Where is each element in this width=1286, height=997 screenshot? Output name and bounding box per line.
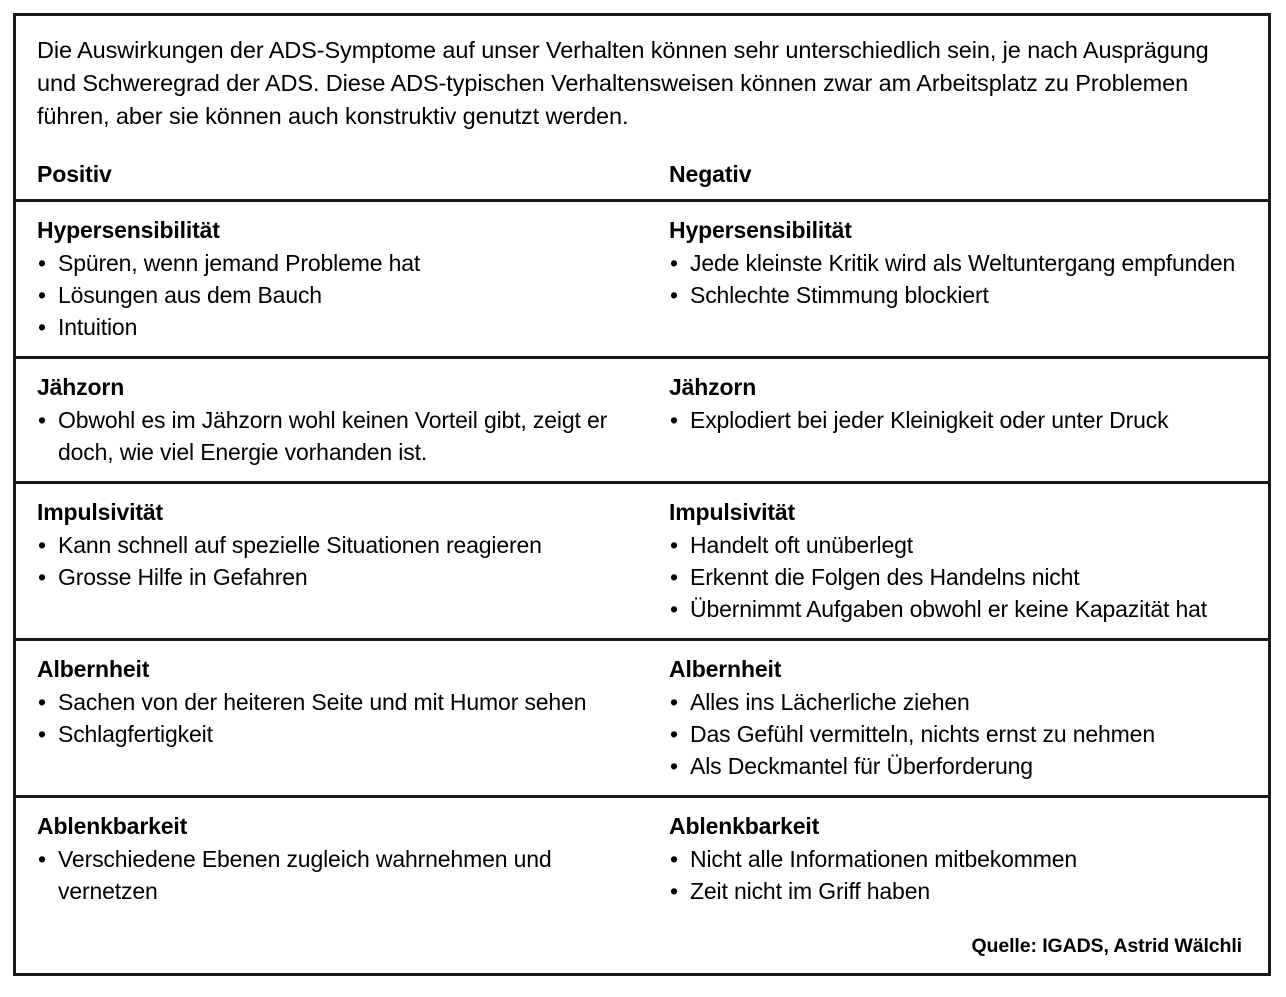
bullet-item: • Sachen von der heiteren Seite und mit Humor sehen bbox=[37, 686, 642, 718]
bullet-item: • Explodiert bei jeder Kleinigkeit oder unter Druck bbox=[669, 404, 1247, 436]
bullet-item: • Erkennt die Folgen des Handelns nicht bbox=[669, 561, 1247, 593]
bullet-item: • Nicht alle Informationen mitbekommen bbox=[669, 843, 1247, 875]
table-header-row bbox=[16, 139, 1268, 202]
cell-title: Impulsivität bbox=[37, 499, 164, 525]
bullet-item: • Schlechte Stimmung blockiert bbox=[669, 279, 1247, 311]
bullet-item: • Grosse Hilfe in Gefahren bbox=[37, 561, 642, 593]
bullet-list bbox=[37, 247, 642, 343]
table-cell-negative bbox=[642, 811, 1247, 907]
bullet-list bbox=[669, 247, 1247, 311]
bullet-list bbox=[669, 843, 1247, 907]
table-row bbox=[16, 484, 1268, 641]
cell-title: Ablenkbarkeit bbox=[669, 813, 820, 839]
bullet-item: • Übernimmt Aufgaben obwohl er keine Kapazität hat bbox=[669, 593, 1247, 625]
table-cell-negative bbox=[642, 215, 1247, 343]
table-row bbox=[16, 798, 1268, 920]
table-row bbox=[16, 202, 1268, 359]
bullet-item: • Verschiedene Ebenen zugleich wahrnehmen und vernetzen bbox=[37, 843, 642, 907]
cell-title: Jähzorn bbox=[37, 374, 125, 400]
table-cell-positive bbox=[37, 215, 642, 343]
table-cell-positive bbox=[37, 372, 642, 468]
bullet-item: • Schlagfertigkeit bbox=[37, 718, 642, 750]
bullet-item: • Alles ins Lächerliche ziehen bbox=[669, 686, 1247, 718]
cell-title: Ablenkbarkeit bbox=[37, 813, 188, 839]
table-row bbox=[16, 641, 1268, 798]
table-cell-positive bbox=[37, 811, 642, 907]
bullet-item: • Zeit nicht im Griff haben bbox=[669, 875, 1247, 907]
bullet-item: • Kann schnell auf spezielle Situationen reagieren bbox=[37, 529, 642, 561]
bullet-list bbox=[669, 529, 1247, 625]
cell-title: Impulsivität bbox=[669, 499, 796, 525]
bullet-list bbox=[669, 686, 1247, 782]
bullet-item: • Spüren, wenn jemand Probleme hat bbox=[37, 247, 642, 279]
bullet-item: • Handelt oft unüberlegt bbox=[669, 529, 1247, 561]
table-frame bbox=[13, 13, 1271, 976]
table-cell-positive bbox=[37, 497, 642, 625]
bullet-list bbox=[37, 686, 642, 750]
bullet-item: • Lösungen aus dem Bauch bbox=[37, 279, 642, 311]
header-cell-negative bbox=[642, 159, 1247, 189]
bullet-item: • Intuition bbox=[37, 311, 642, 343]
cell-title: Albernheit bbox=[669, 656, 782, 682]
column-header-negative: Negativ bbox=[669, 161, 752, 187]
bullet-item: • Das Gefühl vermitteln, nichts ernst zu nehmen bbox=[669, 718, 1247, 750]
table-cell-positive bbox=[37, 654, 642, 782]
column-header-positive: Positiv bbox=[37, 161, 112, 187]
intro-section bbox=[16, 16, 1268, 139]
source-note: Quelle: IGADS, Astrid Wälchli bbox=[971, 935, 1242, 957]
cell-title: Jähzorn bbox=[669, 374, 757, 400]
cell-title: Hypersensibilität bbox=[669, 217, 852, 243]
bullet-item: • Obwohl es im Jähzorn wohl keinen Vorteil gibt, zeigt er doch, wie viel Energie vorhanden ist. bbox=[37, 404, 642, 468]
bullet-list bbox=[37, 404, 642, 468]
table-cell-negative bbox=[642, 497, 1247, 625]
bullet-list bbox=[37, 529, 642, 593]
bullet-list bbox=[37, 843, 642, 907]
table-cell-negative bbox=[642, 654, 1247, 782]
bullet-item: • Jede kleinste Kritik wird als Weltuntergang empfunden bbox=[669, 247, 1247, 279]
table-row bbox=[16, 359, 1268, 484]
cell-title: Hypersensibilität bbox=[37, 217, 220, 243]
bullet-item: • Als Deckmantel für Überforderung bbox=[669, 750, 1247, 782]
source-section bbox=[16, 920, 1268, 973]
intro-paragraph: Die Auswirkungen der ADS-Symptome auf unser Verhalten können sehr unterschiedlich sein, je nach Ausprägung und Schweregrad der ADS. Diese ADS-typischen Verhaltensweisen können zwar am Arbeitsplatz zu Problemen führen, aber sie können auch konstruktiv genutzt werden. bbox=[37, 37, 1209, 129]
bullet-list bbox=[669, 404, 1247, 436]
cell-title: Albernheit bbox=[37, 656, 150, 682]
header-cell-positive bbox=[37, 159, 642, 189]
table-body bbox=[16, 202, 1268, 920]
table-cell-negative bbox=[642, 372, 1247, 468]
